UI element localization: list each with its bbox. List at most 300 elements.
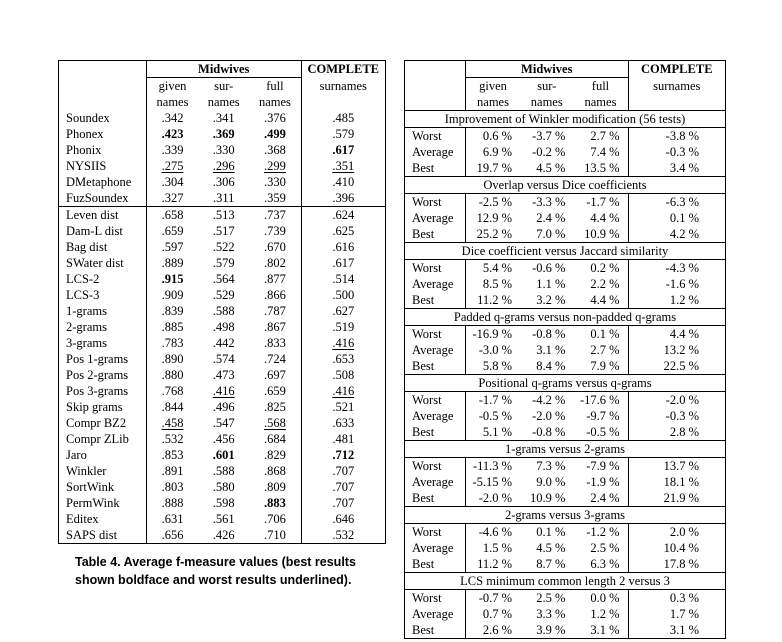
row-label: Average [412,475,454,489]
percentage-value: 17.8 % [628,556,725,573]
table-row [405,590,726,607]
f-measure-value: .670 [263,240,286,254]
f-measure-value: .601 [212,448,235,462]
percentage-value: -0.8 % [532,425,566,439]
percentage-value: -4.2 % [532,393,566,407]
percentage-value: 5.1 % [465,424,520,441]
f-measure-value: .853 [146,447,198,463]
percentage-value: -0.8 % [532,327,566,341]
method-name: Dam-L dist [66,224,123,238]
col-full-right-2: names [584,95,617,109]
row-label: Best [412,425,435,439]
col-sur: sur- [214,79,234,93]
method-name: Phonix [66,143,102,157]
row-label: Worst [412,393,442,407]
table-row [59,367,386,383]
f-measure-value: .456 [212,432,235,446]
method-name: Leven dist [59,207,147,224]
percentage-value: 0.1 % [590,327,620,341]
method-name: DMetaphone [66,175,132,189]
percentage-value: 3.1 % [536,343,566,357]
percentage-value: -6.3 % [628,194,725,211]
f-measure-value: .768 [146,383,198,399]
table-row [405,556,726,573]
table-row [405,144,726,160]
row-label: Average [412,343,454,357]
midwives-header: Midwives [146,61,301,78]
percentage-value: 2.5 % [590,541,620,555]
f-measure-value: .359 [263,191,286,205]
f-measure-value: .341 [212,111,235,125]
method-name: Pos 1-grams [66,352,129,366]
percentage-value: 4.4 % [590,293,620,307]
f-measure-value: .724 [263,352,286,366]
f-measure-value: .529 [212,288,235,302]
f-measure-value: .684 [263,432,286,446]
table-row [405,474,726,490]
percentage-value: 4.4 % [628,326,725,343]
section-title: Overlap versus Dice coefficients [405,177,726,194]
table-row [59,351,386,367]
f-measure-value: .737 [249,207,301,224]
f-measure-value: .473 [212,368,235,382]
percentage-value: -3.3 % [532,195,566,209]
row-label: Average [412,211,454,225]
section-title: 2-grams versus 3-grams [405,507,726,524]
method-name: 2-grams [66,320,107,334]
percentage-value: 2.7 % [590,343,620,357]
percentage-value: -0.5 % [465,408,520,424]
percentage-value: -2.0 % [465,490,520,507]
f-measure-value: .658 [146,207,198,224]
f-measure-value: .561 [212,512,235,526]
f-measure-value: .481 [301,431,385,447]
row-label: Average [412,607,454,621]
f-measure-value: .517 [212,224,235,238]
percentage-value: -1.2 % [586,525,620,539]
f-measure-value: .627 [301,303,385,319]
percentage-value: 3.2 % [536,293,566,307]
table-row [405,260,726,277]
row-label: Average [412,145,454,159]
percentage-value: 1.1 % [536,277,566,291]
table-row [59,303,386,319]
table-row [405,210,726,226]
percentage-value: 5.8 % [465,358,520,375]
f-measure-value: .710 [263,528,286,542]
percentage-value: 0.1 % [628,210,725,226]
percentage-value: -0.5 % [586,425,620,439]
f-measure-value: .342 [146,110,198,126]
percentage-value: -2.5 % [465,194,520,211]
percentage-value: -0.6 % [532,261,566,275]
f-measure-value: .547 [212,416,235,430]
f-measure-value: .564 [212,272,235,286]
table-row [59,142,386,158]
section-header-row [405,375,726,392]
table-row [59,415,386,431]
comparison-table [404,60,726,639]
section-header-row [405,177,726,194]
percentage-value: -3.8 % [628,128,725,145]
method-name: SWater dist [66,256,124,270]
percentage-value: 0.6 % [465,128,520,145]
percentage-value: -1.7 % [586,195,620,209]
method-name: 1-grams [66,304,107,318]
percentage-value: 5.4 % [465,260,520,277]
method-name: Phonex [66,127,104,141]
col-full-right: full [591,79,610,93]
table-row [59,190,386,207]
f-measure-value: .521 [301,399,385,415]
percentage-value: 2.5 % [536,591,566,605]
table-row [405,194,726,211]
percentage-value: 4.2 % [628,226,725,243]
table-row [405,392,726,409]
f-measure-value: .568 [263,416,286,430]
f-measure-value: .883 [263,496,286,510]
f-measure-value: .500 [301,287,385,303]
percentage-value: 0.0 % [590,591,620,605]
f-measure-value: .656 [146,527,198,544]
row-label: Best [412,161,435,175]
percentage-value: 1.5 % [465,540,520,556]
col-sur-2: names [207,95,240,109]
method-name: LCS-2 [66,272,100,286]
table-row [59,383,386,399]
table-row [405,524,726,541]
method-name: 3-grams [66,336,107,350]
method-name: LCS-3 [66,288,100,302]
row-label: Worst [412,459,442,473]
percentage-value: 13.2 % [628,342,725,358]
row-label: Average [412,277,454,291]
table-row [59,319,386,335]
col-given: given [146,78,198,95]
percentage-value: 4.5 % [536,161,566,175]
f-measure-value: .498 [212,320,235,334]
table-row [405,276,726,292]
f-measure-value: .296 [212,159,235,173]
f-measure-value: .885 [146,319,198,335]
f-measure-value: .579 [301,126,385,142]
f-measure-value: .304 [146,174,198,190]
f-measure-value: .707 [301,463,385,479]
percentage-value: 3.1 % [590,623,620,637]
percentage-value: 11.2 % [465,292,520,309]
percentage-value: 7.4 % [590,145,620,159]
table-row [59,110,386,126]
percentage-value: 3.4 % [628,160,725,177]
percentage-value: -1.7 % [465,392,520,409]
f-measure-value: .416 [301,335,385,351]
f-measure-value: .706 [263,512,286,526]
f-measure-value: .712 [301,447,385,463]
f-measure-value: .866 [263,288,286,302]
f-measure-value: .410 [301,174,385,190]
table-row [59,239,386,255]
f-measure-table [58,60,386,544]
f-measure-value: .868 [263,464,286,478]
row-label: Best [412,293,435,307]
f-measure-value: .877 [263,272,286,286]
table-row [405,458,726,475]
f-measure-value: .867 [263,320,286,334]
percentage-value: 2.6 % [465,622,520,639]
f-measure-value: .625 [301,223,385,239]
percentage-value: 1.2 % [590,607,620,621]
f-measure-value: .574 [212,352,235,366]
method-name: Pos 2-grams [66,368,129,382]
table-row [405,292,726,309]
method-name: Soundex [66,111,110,125]
f-measure-value: .631 [146,511,198,527]
percentage-value: 10.4 % [628,540,725,556]
percentage-value: 0.2 % [590,261,620,275]
f-measure-value: .306 [212,175,235,189]
f-measure-value: .416 [301,383,385,399]
table-row [59,511,386,527]
percentage-value: 2.8 % [628,424,725,441]
table-row [405,326,726,343]
table-row [59,271,386,287]
percentage-value: 1.7 % [628,606,725,622]
table-row [59,463,386,479]
percentage-value: -0.3 % [628,408,725,424]
table-caption: Table 4. Average f-measure values (best results shown boldface and worst results underlined). [75,555,356,587]
col-given-2: names [146,94,198,110]
row-label: Average [412,409,454,423]
f-measure-value: .633 [301,415,385,431]
complete-header: COMPLETE [301,61,385,78]
percentage-value: -4.3 % [628,260,725,277]
percentage-value: -2.0 % [628,392,725,409]
percentage-value: 6.9 % [465,144,520,160]
f-measure-value: .880 [146,367,198,383]
table-row [405,358,726,375]
f-measure-value: .311 [213,191,235,205]
row-label: Worst [412,129,442,143]
f-measure-value: .909 [146,287,198,303]
f-measure-value: .485 [301,110,385,126]
percentage-value: 8.4 % [536,359,566,373]
row-label: Best [412,359,435,373]
col-given-right: given [465,78,520,95]
row-label: Average [412,541,454,555]
row-label: Best [412,623,435,637]
percentage-value: 12.9 % [465,210,520,226]
method-name: Bag dist [66,240,108,254]
percentage-value: -4.6 % [465,524,520,541]
table-row [405,342,726,358]
f-measure-value: .597 [146,239,198,255]
percentage-value: 13.7 % [628,458,725,475]
percentage-value: 3.3 % [536,607,566,621]
percentage-value: 2.7 % [590,129,620,143]
table-row [59,126,386,142]
method-name: Compr BZ2 [66,416,127,430]
f-measure-value: .513 [198,207,249,224]
f-measure-value: .532 [146,431,198,447]
percentage-value: 19.7 % [465,160,520,177]
percentage-value: 3.9 % [536,623,566,637]
table-row [59,447,386,463]
method-name: FuzSoundex [66,191,129,205]
f-measure-value: .659 [263,384,286,398]
f-measure-value: .659 [146,223,198,239]
table-row [405,408,726,424]
f-measure-value: .588 [212,464,235,478]
f-measure-value: .327 [146,190,198,207]
table-row [59,335,386,351]
col-surnames-right: surnames [628,78,725,95]
section-title: LCS minimum common length 2 versus 3 [405,573,726,590]
section-header-row [405,573,726,590]
percentage-value: 3.1 % [628,622,725,639]
percentage-value: 0.1 % [536,525,566,539]
f-measure-value: .844 [146,399,198,415]
f-measure-value: .514 [301,271,385,287]
f-measure-value: .653 [301,351,385,367]
percentage-value: 10.9 % [529,491,566,505]
f-measure-value: .617 [301,142,385,158]
percentage-value: 6.3 % [590,557,620,571]
f-measure-value: .707 [301,479,385,495]
row-label: Worst [412,327,442,341]
f-measure-value: .809 [263,480,286,494]
f-measure-value: .423 [146,126,198,142]
row-label: Worst [412,525,442,539]
f-measure-value: .890 [146,351,198,367]
f-measure-value: .580 [212,480,235,494]
method-name: NYSIIS [66,159,107,173]
f-measure-value: .369 [212,127,235,141]
percentage-value: 18.1 % [628,474,725,490]
table-row [405,540,726,556]
f-measure-value: .426 [212,528,235,542]
f-measure-value: .787 [263,304,286,318]
section-header-row [405,309,726,326]
f-measure-value: .802 [263,256,286,270]
table-row [59,431,386,447]
percentage-value: -1.9 % [586,475,620,489]
percentage-value: 7.0 % [536,227,566,241]
f-measure-value: .368 [263,143,286,157]
f-measure-value: .496 [212,400,235,414]
f-measure-value: .458 [146,415,198,431]
method-name: Jaro [66,448,87,462]
f-measure-value: .803 [146,479,198,495]
method-name: Pos 3-grams [66,384,129,398]
f-measure-value: .499 [263,127,286,141]
f-measure-value: .616 [301,239,385,255]
percentage-value: 7.9 % [590,359,620,373]
table-row [405,128,726,145]
f-measure-value: .508 [301,367,385,383]
table-row [59,255,386,271]
table-row [59,399,386,415]
percentage-value: 8.7 % [536,557,566,571]
f-measure-value: .829 [263,448,286,462]
table-row [59,207,386,224]
method-name: Editex [66,512,99,526]
percentage-value: 7.3 % [536,459,566,473]
f-measure-value: .889 [146,255,198,271]
method-name: PermWink [66,496,120,510]
percentage-value: -3.7 % [532,129,566,143]
table-row [59,495,386,511]
f-measure-value: .416 [212,384,235,398]
percentage-value: -3.0 % [465,342,520,358]
percentage-value: -11.3 % [465,458,520,475]
col-sur-right-2: names [530,95,563,109]
table-row [59,479,386,495]
table-row [405,424,726,441]
f-measure-value: .376 [263,111,286,125]
row-label: Worst [412,261,442,275]
f-measure-value: .588 [212,304,235,318]
percentage-value: 8.5 % [465,276,520,292]
table-row [405,622,726,639]
table-row [59,287,386,303]
f-measure-value: .646 [301,511,385,527]
percentage-value: 25.2 % [465,226,520,243]
percentage-value: 21.9 % [628,490,725,507]
table-row [405,490,726,507]
section-title: Improvement of Winkler modification (56 tests) [405,111,726,128]
f-measure-value: .624 [301,207,385,224]
f-measure-value: .915 [146,271,198,287]
row-label: Worst [412,591,442,605]
col-sur-right: sur- [537,79,557,93]
f-measure-value: .739 [263,224,286,238]
percentage-value: 22.5 % [628,358,725,375]
f-measure-value: .522 [212,240,235,254]
f-measure-value: .519 [301,319,385,335]
table-row [405,226,726,243]
f-measure-value: .783 [146,335,198,351]
table-row [405,160,726,177]
section-title: Positional q-grams versus q-grams [405,375,726,392]
section-header-row [405,507,726,524]
percentage-value: -16.9 % [465,326,520,343]
percentage-value: 1.2 % [628,292,725,309]
complete-header-right: COMPLETE [628,61,725,78]
f-measure-value: .442 [212,336,235,350]
col-given-right-2: names [465,94,520,111]
percentage-value: 0.7 % [465,606,520,622]
percentage-value: 13.5 % [584,161,620,175]
midwives-header-right: Midwives [465,61,628,78]
row-label: Best [412,557,435,571]
f-measure-value: .351 [301,158,385,174]
percentage-value: -9.7 % [586,409,620,423]
table-row [59,158,386,174]
percentage-value: 2.4 % [590,491,620,505]
f-measure-value: .299 [263,159,286,173]
f-measure-value: .396 [301,190,385,207]
f-measure-value: .825 [263,400,286,414]
percentage-value: 2.0 % [628,524,725,541]
percentage-value: -5.15 % [465,474,520,490]
f-measure-value: .330 [263,175,286,189]
col-surnames: surnames [301,78,385,95]
section-header-row [405,441,726,458]
f-measure-value: .891 [146,463,198,479]
method-name: Skip grams [66,400,123,414]
col-full-2: names [258,95,291,109]
f-measure-value: .598 [212,496,235,510]
